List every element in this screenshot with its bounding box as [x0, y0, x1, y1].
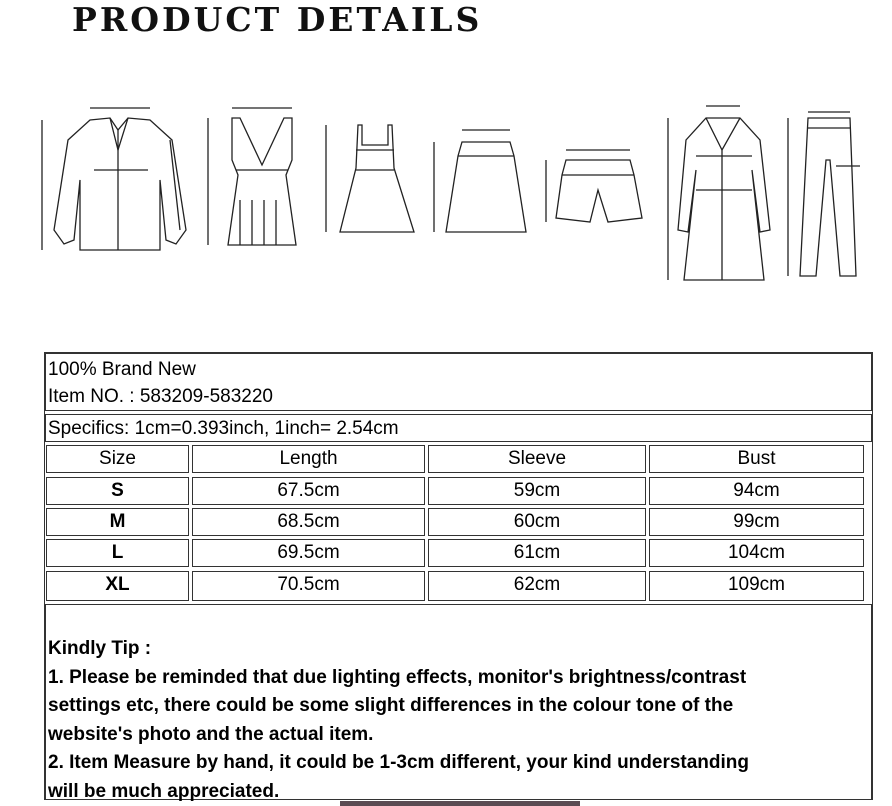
kindly-tip-box: [45, 604, 872, 800]
table-row-m-length: 68.5cm: [192, 508, 425, 536]
tip-heading: Kindly Tip :: [48, 638, 152, 659]
table-row-l-bust: 104cm: [649, 539, 864, 567]
dress-illustration: [326, 125, 414, 232]
header-bust: Bust: [649, 445, 864, 473]
cropped-image-strip: [340, 801, 580, 806]
table-row-l-size: L: [46, 539, 189, 567]
tip-line: will be much appreciated.: [48, 780, 280, 802]
table-row-m-sleeve: 60cm: [428, 508, 646, 536]
pants-illustration: [788, 112, 860, 276]
specifics-box: [45, 414, 872, 442]
blouse-illustration: [42, 108, 186, 250]
page-title: PRODUCT DETAILS: [72, 0, 483, 39]
garment-measurement-illustrations: [0, 90, 892, 290]
table-row-l-length: 69.5cm: [192, 539, 425, 567]
table-row-xl-size: XL: [46, 571, 189, 601]
table-row-xl-sleeve: 62cm: [428, 571, 646, 601]
coat-illustration: [668, 106, 770, 280]
tip-line: settings etc, there could be some slight differences in the colour tone of the: [48, 695, 734, 716]
table-row-xl-bust: 109cm: [649, 571, 864, 601]
tip-line: website's photo and the actual item.: [48, 723, 374, 745]
header-size: Size: [46, 445, 189, 473]
table-row-xl-length: 70.5cm: [192, 571, 425, 601]
item-number-text: Item NO. : 583209-583220: [48, 386, 273, 407]
table-row-l-sleeve: 61cm: [428, 539, 646, 567]
skirt-illustration: [434, 130, 526, 232]
table-row-m-bust: 99cm: [649, 508, 864, 536]
table-row-s-length: 67.5cm: [192, 477, 425, 505]
info-box: [45, 353, 872, 411]
table-row-s-bust: 94cm: [649, 477, 864, 505]
tip-line: 1. Please be reminded that due lighting effects, monitor's brightness/contrast: [48, 666, 747, 688]
brand-new-text: 100% Brand New: [48, 359, 196, 380]
header-length: Length: [192, 445, 425, 473]
table-row-m-size: M: [46, 508, 189, 536]
specifics-text: Specifics: 1cm=0.393inch, 1inch= 2.54cm: [48, 418, 399, 439]
camisole-illustration: [208, 108, 296, 245]
table-row-s-sleeve: 59cm: [428, 477, 646, 505]
tip-line: 2. Item Measure by hand, it could be 1-3cm different, your kind understanding: [48, 752, 750, 773]
shorts-illustration: [546, 150, 642, 222]
header-sleeve: Sleeve: [428, 445, 646, 473]
table-row-s-size: S: [46, 477, 189, 505]
